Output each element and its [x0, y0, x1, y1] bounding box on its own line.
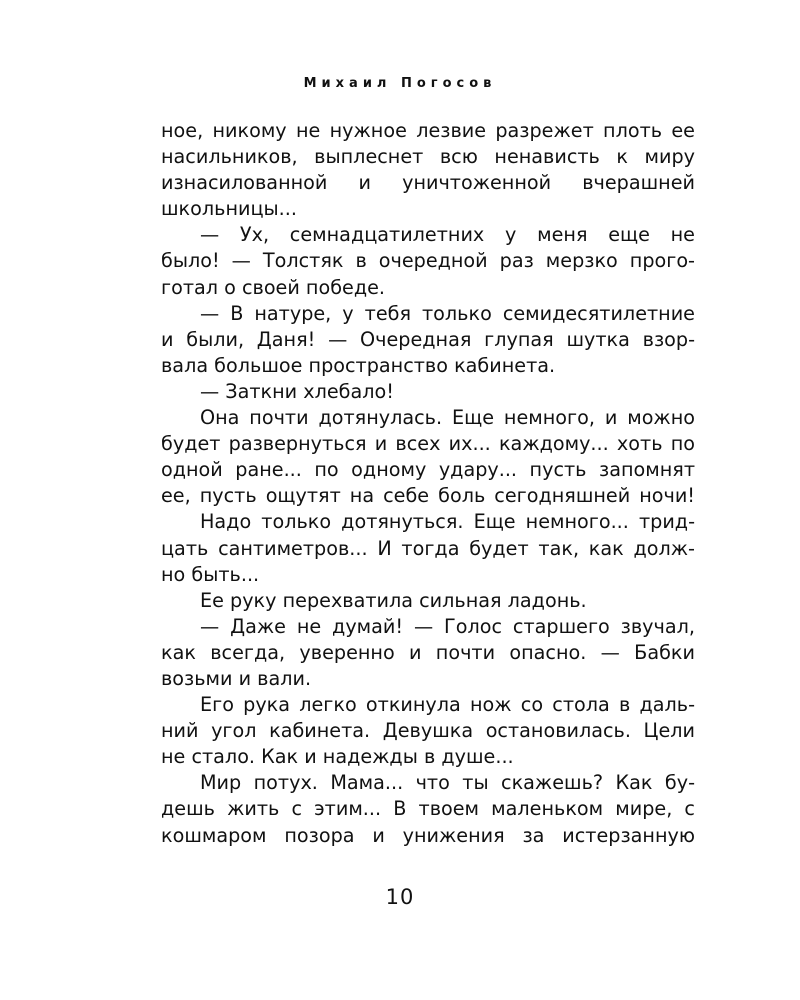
text-line: было! — Толстяк в очередной раз мерзко прого- — [161, 249, 695, 273]
text-line: ное, никому не нужное лезвие разрежет плоть ее — [161, 119, 695, 142]
text-line: Его рука легко откинула нож со стола в даль- — [200, 693, 695, 717]
text-line: Мир потух. Мама... что ты скажешь? Как бу- — [200, 771, 695, 795]
text-line: — Заткни хлебало! — [200, 379, 394, 403]
text-line: будет развернуться и всех их... каждому... хоть по — [161, 432, 695, 456]
text-line: одной ране... по одному удару... пусть запомнят — [161, 458, 695, 482]
text-line: гoтал о своей победе. — [161, 275, 386, 299]
running-head: Михаил Погосов — [303, 76, 497, 91]
text-line: ний угол кабинета. Девушка остановилась. Цели — [161, 719, 695, 743]
text-line: цать сантиметров... И тогда будет так, как долж- — [161, 536, 695, 560]
text-line: не стало. Как и надежды в душе... — [161, 745, 514, 769]
text-line: и были, Даня! — Очередная глупая шутка взор- — [161, 327, 695, 351]
text-line: — В натуре, у тебя только семидесятилетние — [200, 301, 695, 325]
text-line: — Даже не думай! — Голос старшего звучал, — [200, 614, 695, 638]
text-line: кошмаром позора и унижения за истерзанную — [161, 823, 695, 847]
text-line: Ее руку перехватила сильная ладонь. — [200, 588, 587, 612]
text-line: ее, пусть ощутят на себе боль сегодняшней ночи! — [161, 484, 695, 508]
text-line: вала большое пространство кабинета. — [161, 353, 556, 377]
text-line: Надо только дотянуться. Еще немного... трид- — [200, 510, 695, 534]
text-line: — Ух, семнадцатилетних у меня еще не — [200, 223, 695, 247]
text-line: дешь жить с этим... В твоем маленьком мире, с — [161, 797, 695, 821]
text-line: Она почти дотянулась. Еще немного, и можно — [200, 406, 695, 430]
text-line: но быть... — [161, 562, 260, 586]
text-line: насильников, выплеснет всю ненависть к миру — [161, 145, 695, 169]
body-text — [161, 118, 695, 849]
text-line: как всегда, уверенно и почти опасно. — Бабки — [161, 640, 695, 664]
text-line: школьницы... — [161, 197, 297, 221]
page-number: 10 — [385, 885, 415, 909]
text-line: изнасилованной и уничтоженной вчерашней — [161, 171, 695, 195]
text-line: возьми и вали. — [161, 666, 312, 690]
